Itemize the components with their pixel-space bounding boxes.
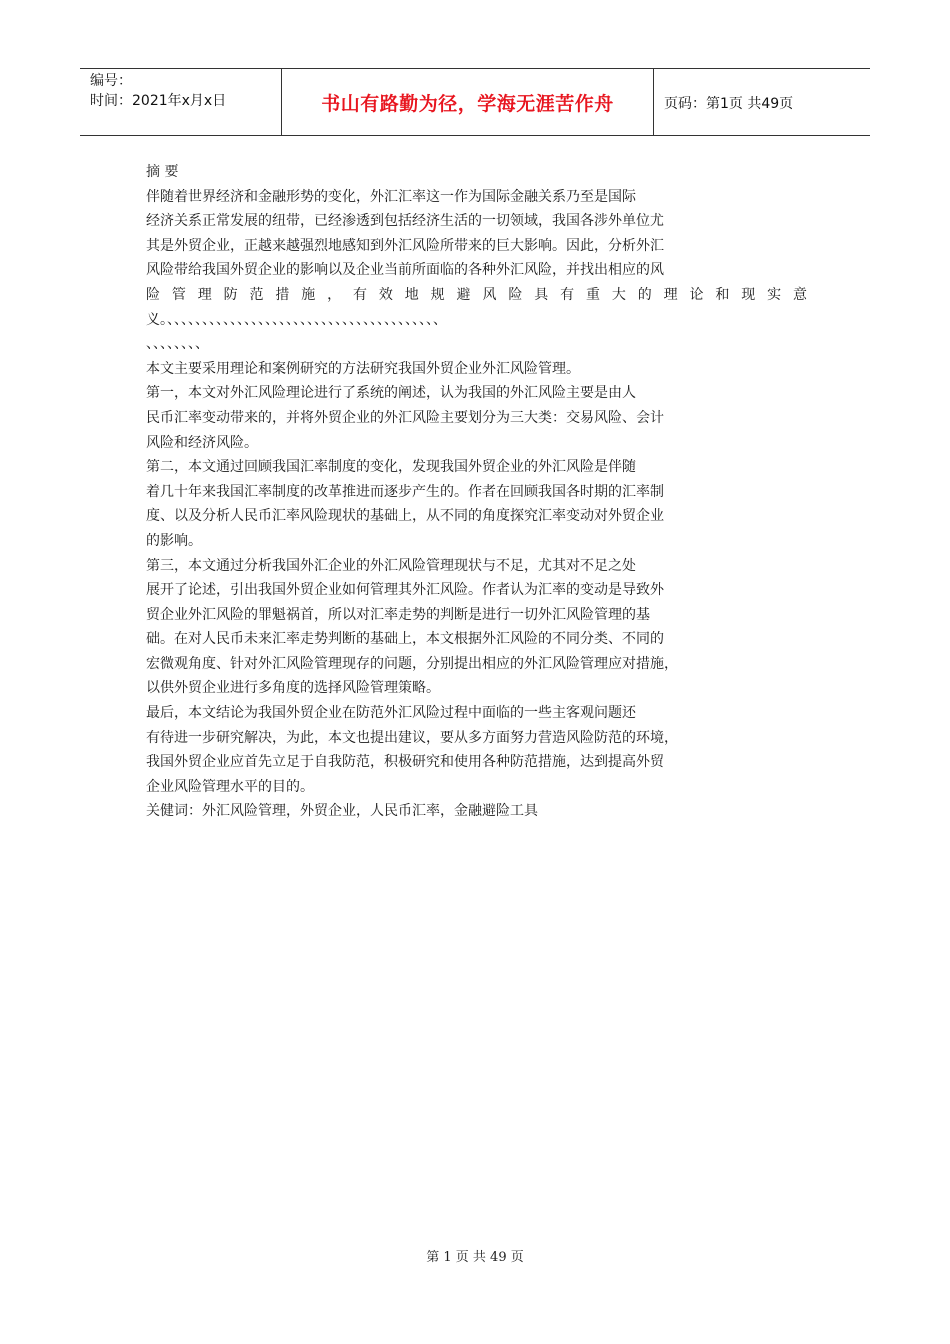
abstract-line: 着几十年来我国汇率制度的改革推进而逐步产生的。作者在回顾我国各时期的汇率制 [146, 483, 664, 500]
abstract-line: 最后，本文结论为我国外贸企业在防范外汇风险过程中面临的一些主客观问题还 [146, 705, 636, 722]
abstract-line: 我国外贸企业应首先立足于自我防范，积极研究和使用各种防范措施，达到提高外贸 [146, 754, 664, 771]
abstract-line: 本文主要采用理论和案例研究的方法研究我国外贸企业外汇风险管理。 [146, 360, 580, 377]
abstract-line: 展开了论述，引出我国外贸企业如何管理其外汇风险。作者认为汇率的变动是导致外 [146, 582, 664, 599]
header-page-info: 页码：第1页 共49页 [664, 96, 794, 112]
abstract-line: 础。在对人民币未来汇率走势判断的基础上，本文根据外汇风险的不同分类、不同的 [146, 631, 664, 648]
abstract-line: 贸企业外汇风险的罪魁祸首，所以对汇率走势的判断是进行一切外汇风险管理的基 [146, 606, 650, 623]
motto-text: 书山有路勤为径，学海无涯苦作舟 [321, 93, 614, 115]
page-footer: 第 1 页 共 49 页 [426, 1250, 524, 1265]
abstract-line: 、、、、、、、、 [146, 336, 209, 353]
document-time-label: 时间：2021年x月x日 [90, 93, 227, 109]
abstract-line: 以供外贸企业进行多角度的选择风险管理策略。 [146, 680, 440, 697]
abstract-line: 宏微观角度、针对外汇风险管理现存的问题，分别提出相应的外汇风险管理应对措施， [146, 655, 678, 672]
abstract-line: 有待进一步研究解决，为此，本文也提出建议，要从多方面努力营造风险防范的环境， [146, 729, 678, 746]
keywords-line: 关健词：外汇风险管理，外贸企业，人民币汇率，金融避险工具 [146, 803, 538, 820]
document-header [80, 68, 870, 136]
abstract-line: 风险带给我国外贸企业的影响以及企业当前所面临的各种外汇风险，并找出相应的风 [146, 262, 664, 279]
document-number-label: 编号： [90, 73, 132, 89]
abstract-line: 第三，本文通过分析我国外汇企业的外汇风险管理现状与不足，尤其对不足之处 [146, 557, 636, 574]
abstract-section [146, 160, 826, 824]
abstract-line: 第一，本文对外汇风险理论进行了系统的阐述，认为我国的外汇风险主要是由人 [146, 385, 636, 402]
abstract-line: 民币汇率变动带来的，并将外贸企业的外汇风险主要划分为三大类：交易风险、会计 [146, 409, 664, 426]
header-motto-cell [282, 69, 654, 135]
abstract-line: 第二，本文通过回顾我国汇率制度的变化，发现我国外贸企业的外汇风险是伴随 [146, 459, 636, 476]
abstract-line: 义。、、、、、、、、、、、、、、、、、、、、、、、、、、、、、、、、、、、、、、、 [146, 311, 447, 328]
abstract-line: 风险和经济风险。 [146, 434, 258, 451]
abstract-title: 摘 要 [146, 164, 179, 180]
abstract-line: 企业风险管理水平的目的。 [146, 778, 314, 795]
header-page-cell [654, 69, 870, 135]
abstract-line: 其是外贸企业，正越来越强烈地感知到外汇风险所带来的巨大影响。因此，分析外汇 [146, 237, 664, 254]
abstract-line: 度、以及分析人民币汇率风险现状的基础上，从不同的角度探究汇率变动对外贸企业 [146, 508, 664, 525]
abstract-line: 经济关系正常发展的纽带，已经渗透到包括经济生活的一切领域，我国各涉外单位尤 [146, 213, 664, 230]
abstract-line-justified: 险管理防范措施，有效地规避风险具有重大的理论和现实意 [146, 286, 807, 303]
abstract-line: 的影响。 [146, 532, 202, 549]
abstract-line: 伴随着世界经济和金融形势的变化，外汇汇率这一作为国际金融关系乃至是国际 [146, 188, 636, 205]
header-meta-cell [80, 69, 282, 135]
